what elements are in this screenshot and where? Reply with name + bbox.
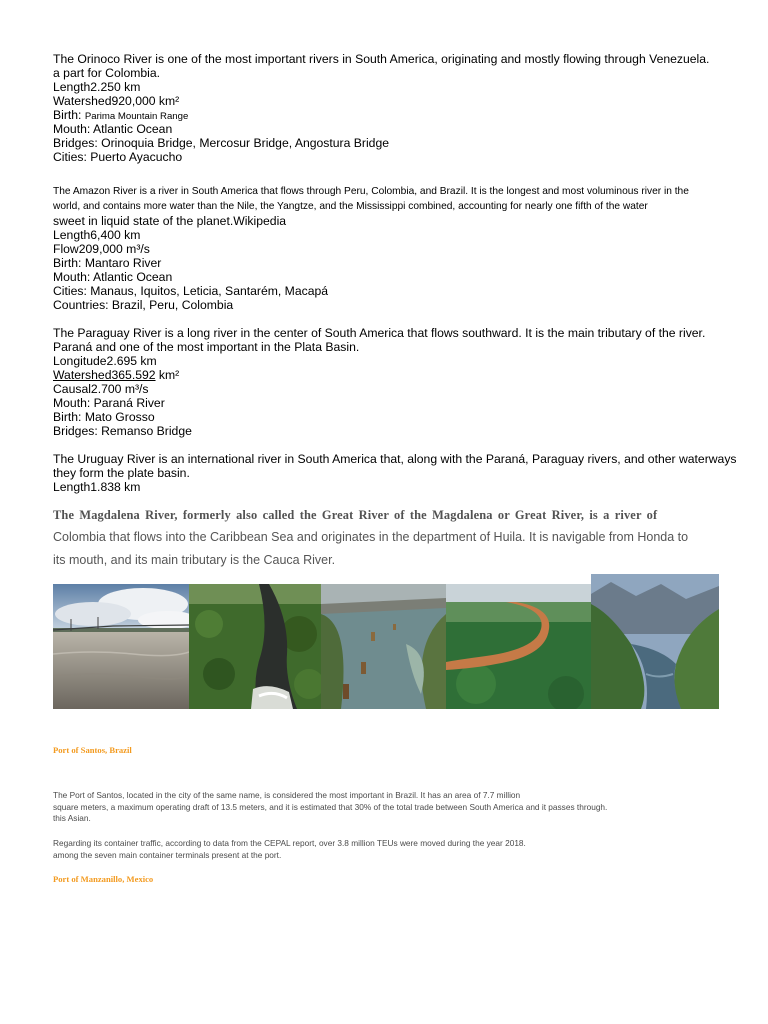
rapids-jungle-photo (189, 584, 321, 709)
amazon-cities: Cities: Manaus, Iquitos, Leticia, Santarém, Macapá (53, 284, 329, 298)
port-santos-p2-line1: Regarding its container traffic, according to data from the CEPAL report, over 3.8 million TEUs were moved during the year 2018. (53, 838, 526, 848)
paraguay-longitude: Longitude2.695 km (53, 354, 157, 368)
amazon-mouth: Mouth: Atlantic Ocean (53, 270, 173, 284)
orinoco-birth-value: Parima Mountain Range (84, 111, 189, 122)
amazon-intro-line2: world, and contains more water than the Nile, the Yangtze, and the Mississippi combined, accounting for nearly one fifth of the water (53, 200, 648, 212)
uruguay-length: Length1.838 km (53, 480, 141, 494)
orinoco-watershed: Watershed920,000 km² (53, 94, 180, 108)
magdalena-intro-line2: Colombia that flows into the Caribbean Sea and originates in the department of Huila. It is navigable from Honda to (53, 530, 689, 544)
port-santos-title: Port of Santos, Brazil (53, 745, 132, 755)
orinoco-intro-line2: a part for Colombia. (53, 66, 161, 80)
amazon-length: Length6,400 km (53, 228, 141, 242)
river-bridge-photo (53, 584, 189, 709)
paraguay-intro-line1: The Paraguay River is a long river in the center of South America that flows southward. It is the main tributary of the river. (53, 326, 706, 340)
port-manzanillo-title: Port of Manzanillo, Mexico (53, 874, 154, 884)
amazon-intro-line3: sweet in liquid state of the planet.Wikipedia (53, 214, 287, 228)
orinoco-mouth: Mouth: Atlantic Ocean (53, 122, 173, 136)
amazon-flow: Flow209,000 m³/s (53, 242, 150, 256)
magdalena-intro-line1: The Magdalena River, formerly also called the Great River of the Magdalena or Great River, is a river of (53, 508, 658, 522)
orinoco-cities: Cities: Puerto Ayacucho (53, 150, 183, 164)
port-santos-p1-line2: square meters, a maximum operating draft of 13.5 meters, and it is estimated that 30% of the total trade between South America and it passes through. (53, 802, 608, 812)
meander-aerial-photo (446, 584, 591, 709)
magdalena-intro-line3: its mouth, and its main tributary is the Cauca River. (53, 553, 336, 567)
uruguay-intro-line2: they form the plate basin. (53, 466, 190, 480)
paraguay-intro-line2: Paraná and one of the most important in the Plata Basin. (53, 340, 360, 354)
river-boats-photo (321, 584, 446, 709)
port-santos-p1-line1: The Port of Santos, located in the city of the same name, is considered the most important in Brazil. It has an area of 7.7 million (53, 790, 521, 800)
orinoco-intro-line1: The Orinoco River is one of the most important rivers in South America, originating and mostly flowing through Venezuela. (53, 52, 710, 66)
orinoco-birth-label: Birth: (53, 108, 85, 122)
mountain-river-photo (591, 574, 719, 709)
orinoco-bridges: Bridges: Orinoquia Bridge, Mercosur Bridge, Angostura Bridge (53, 136, 390, 150)
paraguay-watershed-value: Watershed365.592 (53, 368, 156, 382)
orinoco-length: Length2.250 km (53, 80, 141, 94)
paraguay-watershed-unit: km² (155, 368, 180, 382)
paraguay-mouth: Mouth: Paraná River (53, 396, 165, 410)
paraguay-bridges: Bridges: Remanso Bridge (53, 424, 192, 438)
paraguay-causal: Causal2.700 m³/s (53, 382, 149, 396)
paraguay-birth: Birth: Mato Grosso (53, 410, 155, 424)
port-santos-p2-line2: among the seven main container terminals present at the port. (53, 850, 282, 860)
amazon-countries: Countries: Brazil, Peru, Colombia (53, 298, 234, 312)
amazon-birth: Birth: Mantaro River (53, 256, 162, 270)
amazon-intro-line1: The Amazon River is a river in South America that flows through Peru, Colombia, and Brazil. It is the longest and most voluminous river in the (53, 186, 689, 197)
uruguay-intro-line1: The Uruguay River is an international river in South America that, along with the Paraná, Paraguay rivers, and other waterways (53, 452, 737, 466)
paraguay-watershed (53, 368, 179, 382)
port-santos-p1-line3: this Asian. (53, 813, 91, 823)
